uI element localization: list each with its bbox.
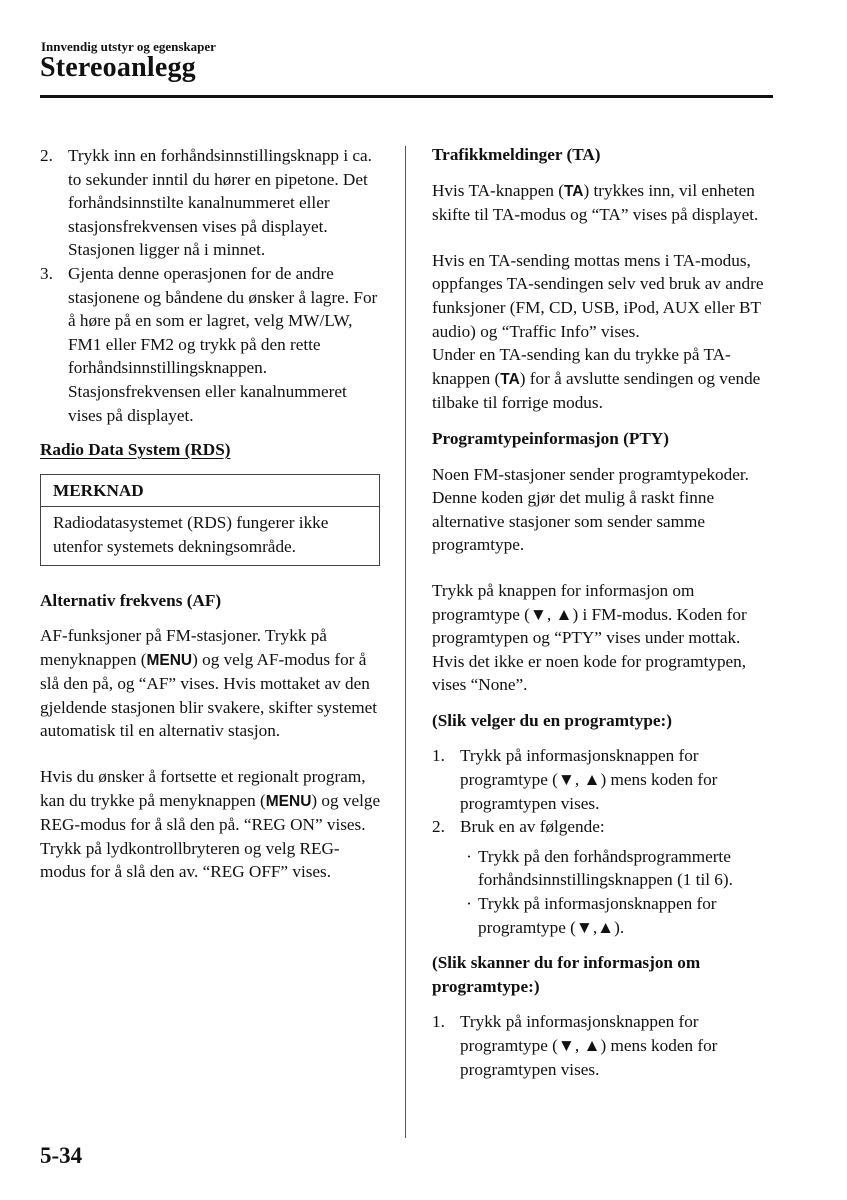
ta-paragraph-1 (432, 179, 777, 227)
text-run: ) for å avslutte sendingen og vende tilbake til forrige modus. (432, 368, 761, 413)
list-text: Bruk en av følgende: (460, 817, 605, 837)
menu-button-label: MENU (265, 792, 312, 810)
ta-button-label: TA (500, 370, 520, 388)
list-item (432, 744, 777, 815)
text-run: ) og velge REG-modus for å slå den på. “REG ON” vises. Trykk på lydkontrollbryteren og velg REG-modus for å slå den av. “REG OFF” vises. (40, 790, 381, 882)
list-number: 3. (40, 263, 53, 283)
list-item (40, 144, 385, 262)
sub-list-item (460, 892, 777, 939)
bullet: · (466, 846, 472, 866)
text-run: ) og velg AF-modus for å slå den på, og “AF” vises. Hvis mottaket av den gjeldende stasjonen blir svakere, skifter systemet automatisk til en alternativ stasjon. (40, 649, 377, 741)
list-item (432, 1010, 777, 1081)
list-item (432, 815, 777, 839)
rds-heading: Radio Data System (RDS) (40, 440, 231, 460)
list-number: 2. (432, 817, 445, 837)
note-title: MERKNAD (41, 475, 379, 508)
scan-heading: (Slik skanner du for informasjon om programtype:) (432, 953, 701, 996)
af-heading: Alternativ frekvens (AF) (40, 590, 222, 610)
list-item (40, 262, 385, 427)
left-column (40, 144, 385, 884)
text-run: ) trykkes inn, vil enheten skifte til TA-modus og “TA” vises på displayet. (432, 180, 759, 225)
page-number: 5-34 (40, 1143, 83, 1168)
list-text: Trykk inn en forhåndsinnstillingsknapp i ca. to sekunder inntil du hører en pipetone. Det forhåndsinnstilte kanalnummeret eller stasjonsfrekvensen vises på displayet. Stasjonen ligger nå i minnet. (68, 146, 372, 260)
ta-button-label: TA (563, 182, 584, 200)
list-text: Gjenta denne operasjonen for de andre stasjonene og båndene du ønsker å lagre. For å høre på en som er lagret, velg MW/LW, FM1 eller FM2 og trykk på den rette forhåndsinnstillingsknappen. Stasjonsfrekvensen eller kanalnummeret vises på displayet. (68, 263, 378, 425)
ta-paragraph-2: Hvis en TA-sending mottas mens i TA-modus, oppfanges TA-sendingen selv ved bruk av andre funksjoner (FM, CD, USB, iPod, AUX eller BT audio) og “Traffic Info” vises. (432, 250, 764, 341)
section-label: Innvendig utstyr og egenskaper (41, 39, 216, 54)
text-run: Hvis TA-knappen ( (432, 180, 564, 200)
list-number: 1. (432, 746, 445, 766)
bullet: · (466, 894, 472, 914)
af-paragraph-2 (40, 765, 385, 884)
ta-heading: Trafikkmeldinger (TA) (432, 145, 601, 164)
list-number: 2. (40, 146, 53, 165)
text-run: Hvis du ønsker å fortsette et regionalt program, kan du trykke på menyknappen ( (40, 767, 366, 810)
right-column (432, 143, 777, 1081)
text-run: AF-funksjoner på FM-stasjoner. Trykk på menyknappen ( (40, 626, 327, 669)
list-number: 1. (432, 1012, 445, 1032)
sub-list-text: Trykk på informasjonsknappen for programtype (▼,▲). (478, 894, 717, 937)
select-heading: (Slik velger du en programtype:) (432, 710, 672, 730)
menu-button-label: MENU (146, 651, 193, 669)
select-list (432, 744, 777, 939)
af-paragraph-1 (40, 624, 385, 743)
pty-paragraph-1: Noen FM-stasjoner sender programtypekoder. Denne koden gjør det mulig å raskt finne alternative stasjoner som sender samme programtype. (432, 464, 749, 555)
note-text: Radiodatasystemet (RDS) fungerer ikke utenfor systemets dekningsområde. (53, 513, 329, 556)
text-run: Under en TA-sending kan du trykke på TA-knappen ( (432, 345, 731, 388)
sub-list-item (460, 845, 777, 892)
list-text: Trykk på informasjonsknappen for programtype (▼, ▲) mens koden for programtypen vises. (460, 1012, 718, 1079)
ta-paragraph-3 (432, 343, 777, 415)
column-divider (405, 146, 406, 1138)
pty-paragraph-2: Trykk på knappen for informasjon om programtype (▼, ▲) i FM-modus. Koden for programtypen og “PTY” vises under mottak. Hvis det ikke er noen kode for programtypen, vises “None”. (432, 580, 747, 695)
list-text: Trykk på informasjonsknappen for programtype (▼, ▲) mens koden for programtypen vises. (460, 746, 718, 813)
scan-list (432, 1010, 777, 1081)
note-box (40, 474, 380, 566)
sub-list-text: Trykk på den forhåndsprogrammerte forhåndsinnstillingsknappen (1 til 6). (478, 846, 733, 890)
header-rule (40, 95, 773, 98)
pty-heading: Programtypeinformasjon (PTY) (432, 428, 669, 448)
page-title: Stereoanlegg (40, 52, 196, 83)
